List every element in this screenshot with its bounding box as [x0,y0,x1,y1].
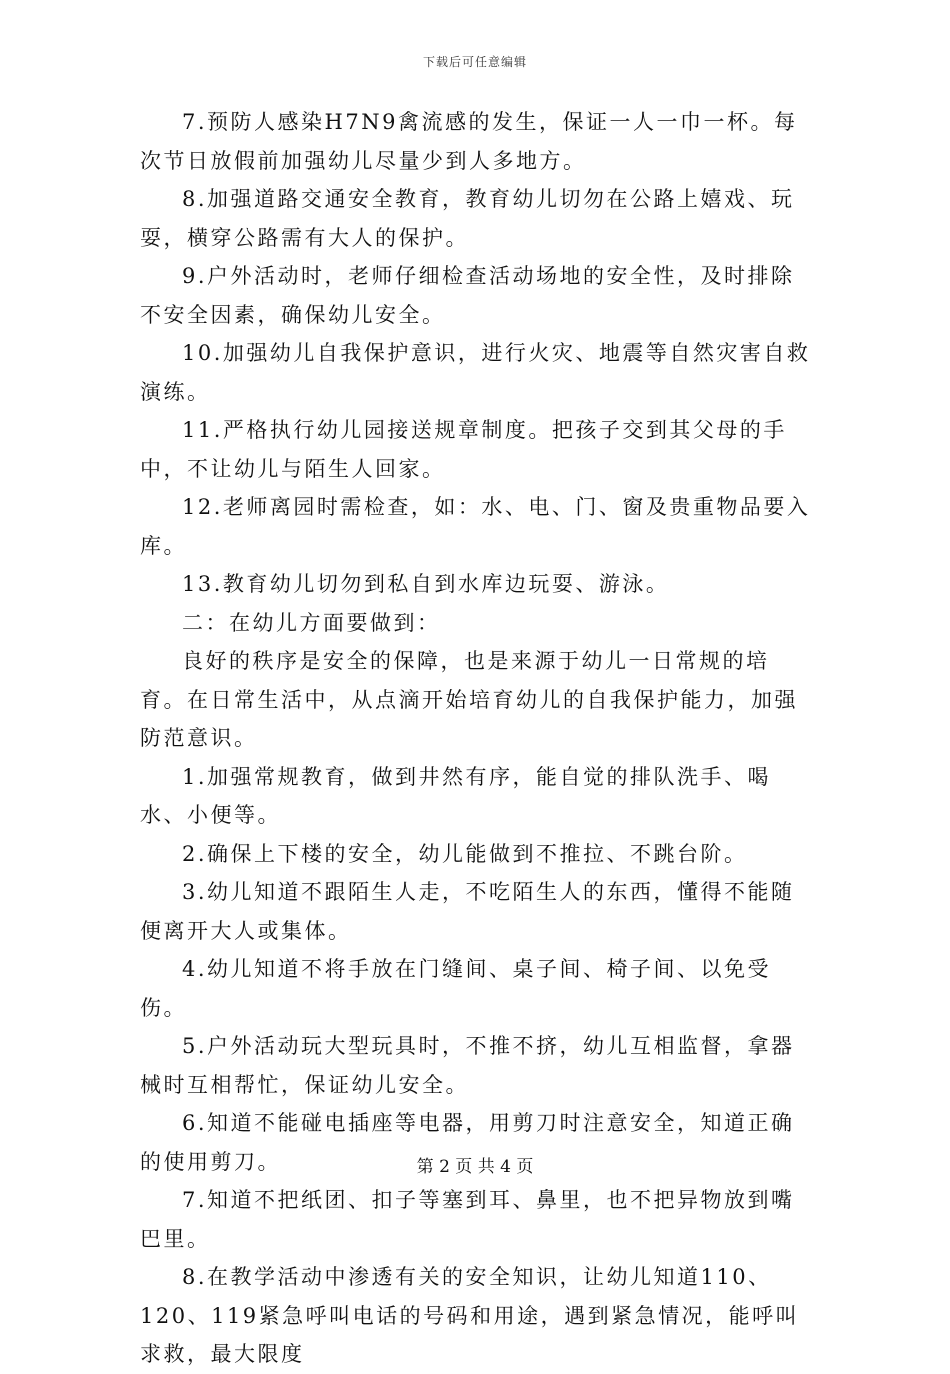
paragraph: 6.知道不能碰电插座等电器，用剪刀时注意安全，知道正确的使用剪刀。 [140,1111,795,1174]
paragraph: 9.户外活动时，老师仔细检查活动场地的安全性，及时排除不安全因素，确保幼儿安全。 [140,264,795,327]
paragraph: 8.加强道路交通安全教育，教育幼儿切勿在公路上嬉戏、玩耍，横穿公路需有大人的保护。 [140,187,795,250]
paragraph: 12.老师离园时需检查，如：水、电、门、窗及贵重物品要入库。 [140,495,811,558]
current-page-number: 2 [439,1157,450,1177]
paragraph: 3.幼儿知道不跟陌生人走，不吃陌生人的东西，懂得不能随便离开大人或集体。 [140,880,795,943]
paragraph: 11.严格执行幼儿园接送规章制度。把孩子交到其父母的手中，不让幼儿与陌生人回家。 [140,418,787,481]
paragraph: 良好的秩序是安全的保障，也是来源于幼儿一日常规的培育。在日常生活中，从点滴开始培育幼儿的自我保护能力，加强防范意识。 [140,649,798,750]
paragraph: 2.确保上下楼的安全，幼儿能做到不推拉、不跳台阶。 [182,841,748,866]
paragraph: 5.户外活动玩大型玩具时，不推不挤，幼儿互相监督，拿器械时互相帮忙，保证幼儿安全。 [140,1034,795,1097]
paragraph: 4.幼儿知道不将手放在门缝间、桌子间、椅子间、以免受伤。 [140,957,772,1020]
section-heading: 二：在幼儿方面要做到： [182,610,441,635]
page-header [0,53,950,70]
footer-middle: 页 共 [455,1157,495,1177]
header-text: 下载后可任意编辑 [422,55,527,69]
paragraph: 10.加强幼儿自我保护意识，进行火灾、地震等自然灾害自救演练。 [140,341,811,404]
total-pages-number: 4 [500,1157,511,1177]
footer-suffix: 页 [516,1157,534,1177]
paragraph: 7.预防人感染H7N9禽流感的发生，保证一人一巾一杯。每次节日放假前加强幼儿尽量少到人多地方。 [140,110,798,173]
paragraph: 13.教育幼儿切勿到私自到水库边玩耍、游泳。 [182,572,670,596]
footer-prefix: 第 [416,1157,434,1177]
paragraph: 1.加强常规教育，做到井然有序，能自觉的排队洗手、喝水、小便等。 [140,764,772,827]
page-footer [0,1152,950,1177]
paragraph: 8.在教学活动中渗透有关的安全知识，让幼儿知道110、120、119紧急呼叫电话的号码和用途，遇到紧急情况，能呼叫求救，最大限度 [140,1265,800,1366]
document-body [140,103,812,1374]
paragraph: 7.知道不把纸团、扣子等塞到耳、鼻里，也不把异物放到嘴巴里。 [140,1188,795,1251]
